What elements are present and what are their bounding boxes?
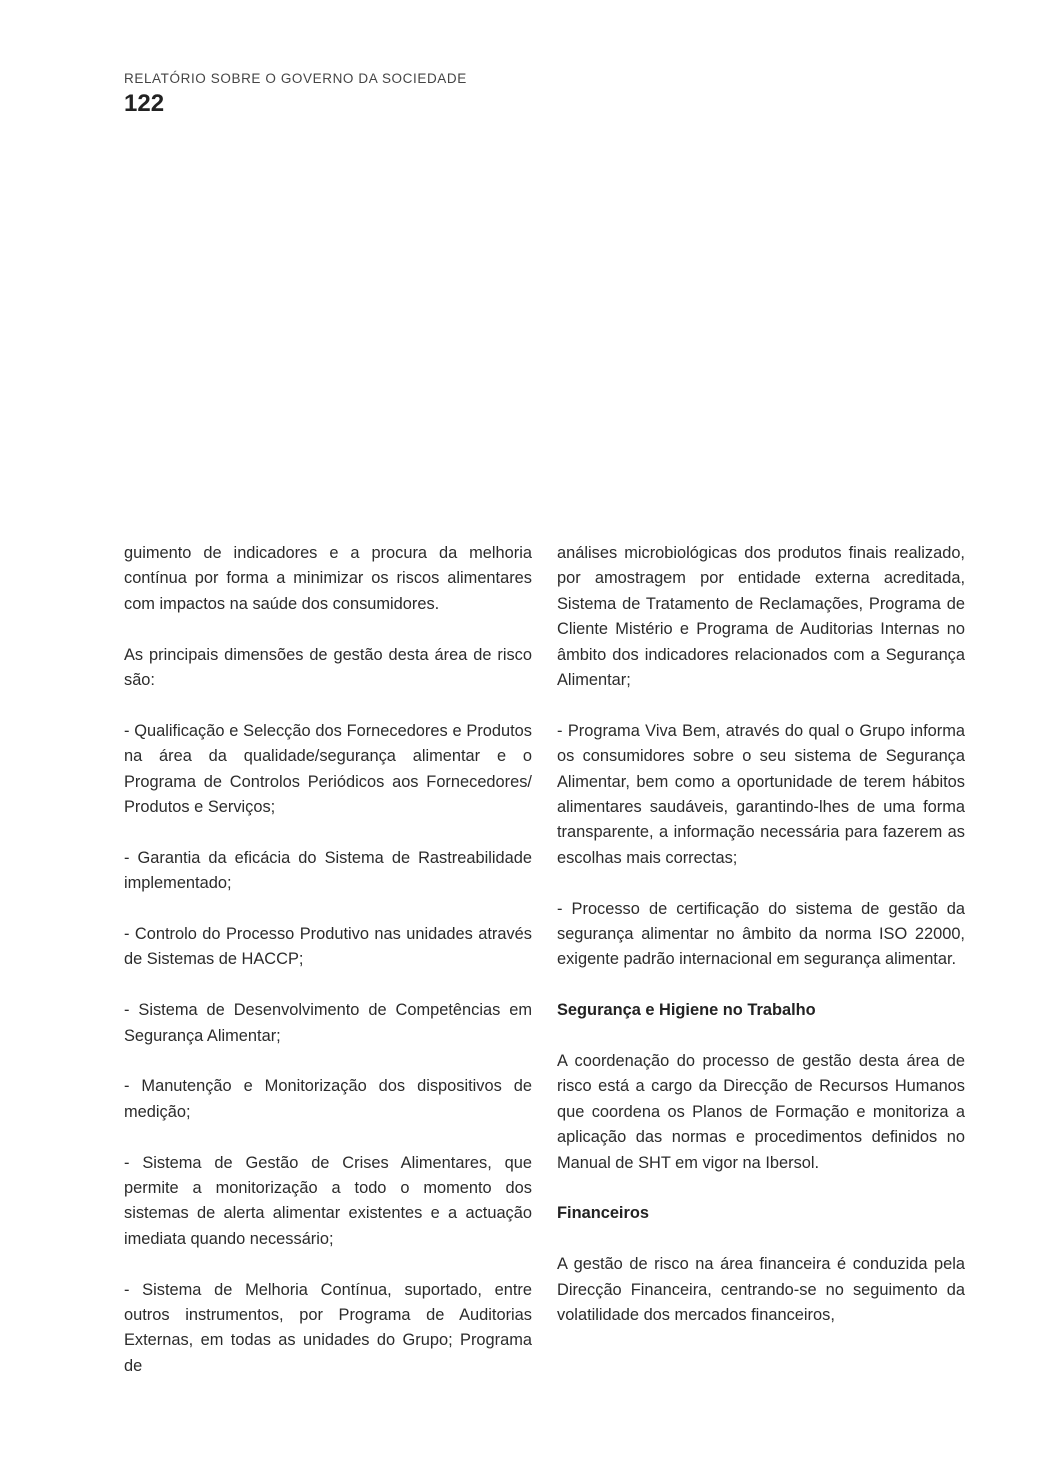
list-item: - Garantia da eficácia do Sistema de Rastreabilidade implementado; (124, 848, 532, 893)
paragraph: A gestão de risco na área financeira é conduzida pela Direcção Financeira, centrando-se no seguimento da volatilidade dos mercados financeiros, (557, 1255, 965, 1325)
list-item: - Controlo do Processo Produtivo nas unidades através de Sistemas de HACCP; (124, 925, 532, 969)
paragraph: As principais dimensões de gestão desta área de risco são: (124, 645, 532, 690)
list-item: - Manutenção e Monitorização dos dispositivos de medição; (124, 1077, 532, 1121)
section-heading: Financeiros (557, 1204, 649, 1223)
left-column (124, 541, 532, 1379)
list-item: - Qualificação e Selecção dos Fornecedores e Produtos na área da qualidade/segurança alimentar e o Programa de Controlos Periódicos aos Fornecedores/ Produtos e Serviços; (124, 721, 532, 817)
list-item: - Sistema de Melhoria Contínua, suportado, entre outros instrumentos, por Programa de Auditorias Externas, em todas as unidades do Grupo; Programa de (124, 1280, 532, 1375)
page-header (124, 70, 467, 118)
list-item: - Programa Viva Bem, através do qual o Grupo informa os consumidores sobre o seu sistema de Segurança Alimentar, bem como a oportunidade de terem hábitos alimentares saudáveis, garantindo-lhes de uma forma transparente, a informação necessária para fazerem as escolhas mais correctas; (557, 721, 965, 867)
list-item: - Processo de certificação do sistema de gestão da segurança alimentar no âmbito da norma ISO 22000, exigente padrão internacional em segurança alimentar. (557, 899, 965, 969)
running-title: RELATÓRIO SOBRE O GOVERNO DA SOCIEDADE (124, 71, 467, 86)
section-heading: Segurança e Higiene no Trabalho (557, 1001, 816, 1020)
list-item: - Sistema de Desenvolvimento de Competências em Segurança Alimentar; (124, 1001, 532, 1045)
list-item: - Sistema de Gestão de Crises Alimentares, que permite a monitorização a todo o momento dos sistemas de alerta alimentar existentes e a actuação imediata quando necessário; (124, 1153, 532, 1248)
paragraph: guimento de indicadores e a procura da melhoria contínua por forma a minimizar os riscos alimentares com impactos na saúde dos consumidores. (124, 544, 532, 613)
page-number: 122 (124, 90, 165, 117)
right-column (557, 541, 965, 1329)
paragraph: análises microbiológicas dos produtos finais realizado, por amostragem por entidade externa acreditada, Sistema de Tratamento de Reclamações, Programa de Cliente Mistério e Programa de Auditorias Internas no âmbito dos indicadores relacionados com a Segurança Alimentar; (557, 544, 965, 690)
paragraph: A coordenação do processo de gestão desta área de risco está a cargo da Direcção de Recursos Humanos que coordena os Planos de Formação e monitoriza a aplicação das normas e procedimentos definidos no Manual de SHT em vigor na Ibersol. (557, 1052, 965, 1172)
